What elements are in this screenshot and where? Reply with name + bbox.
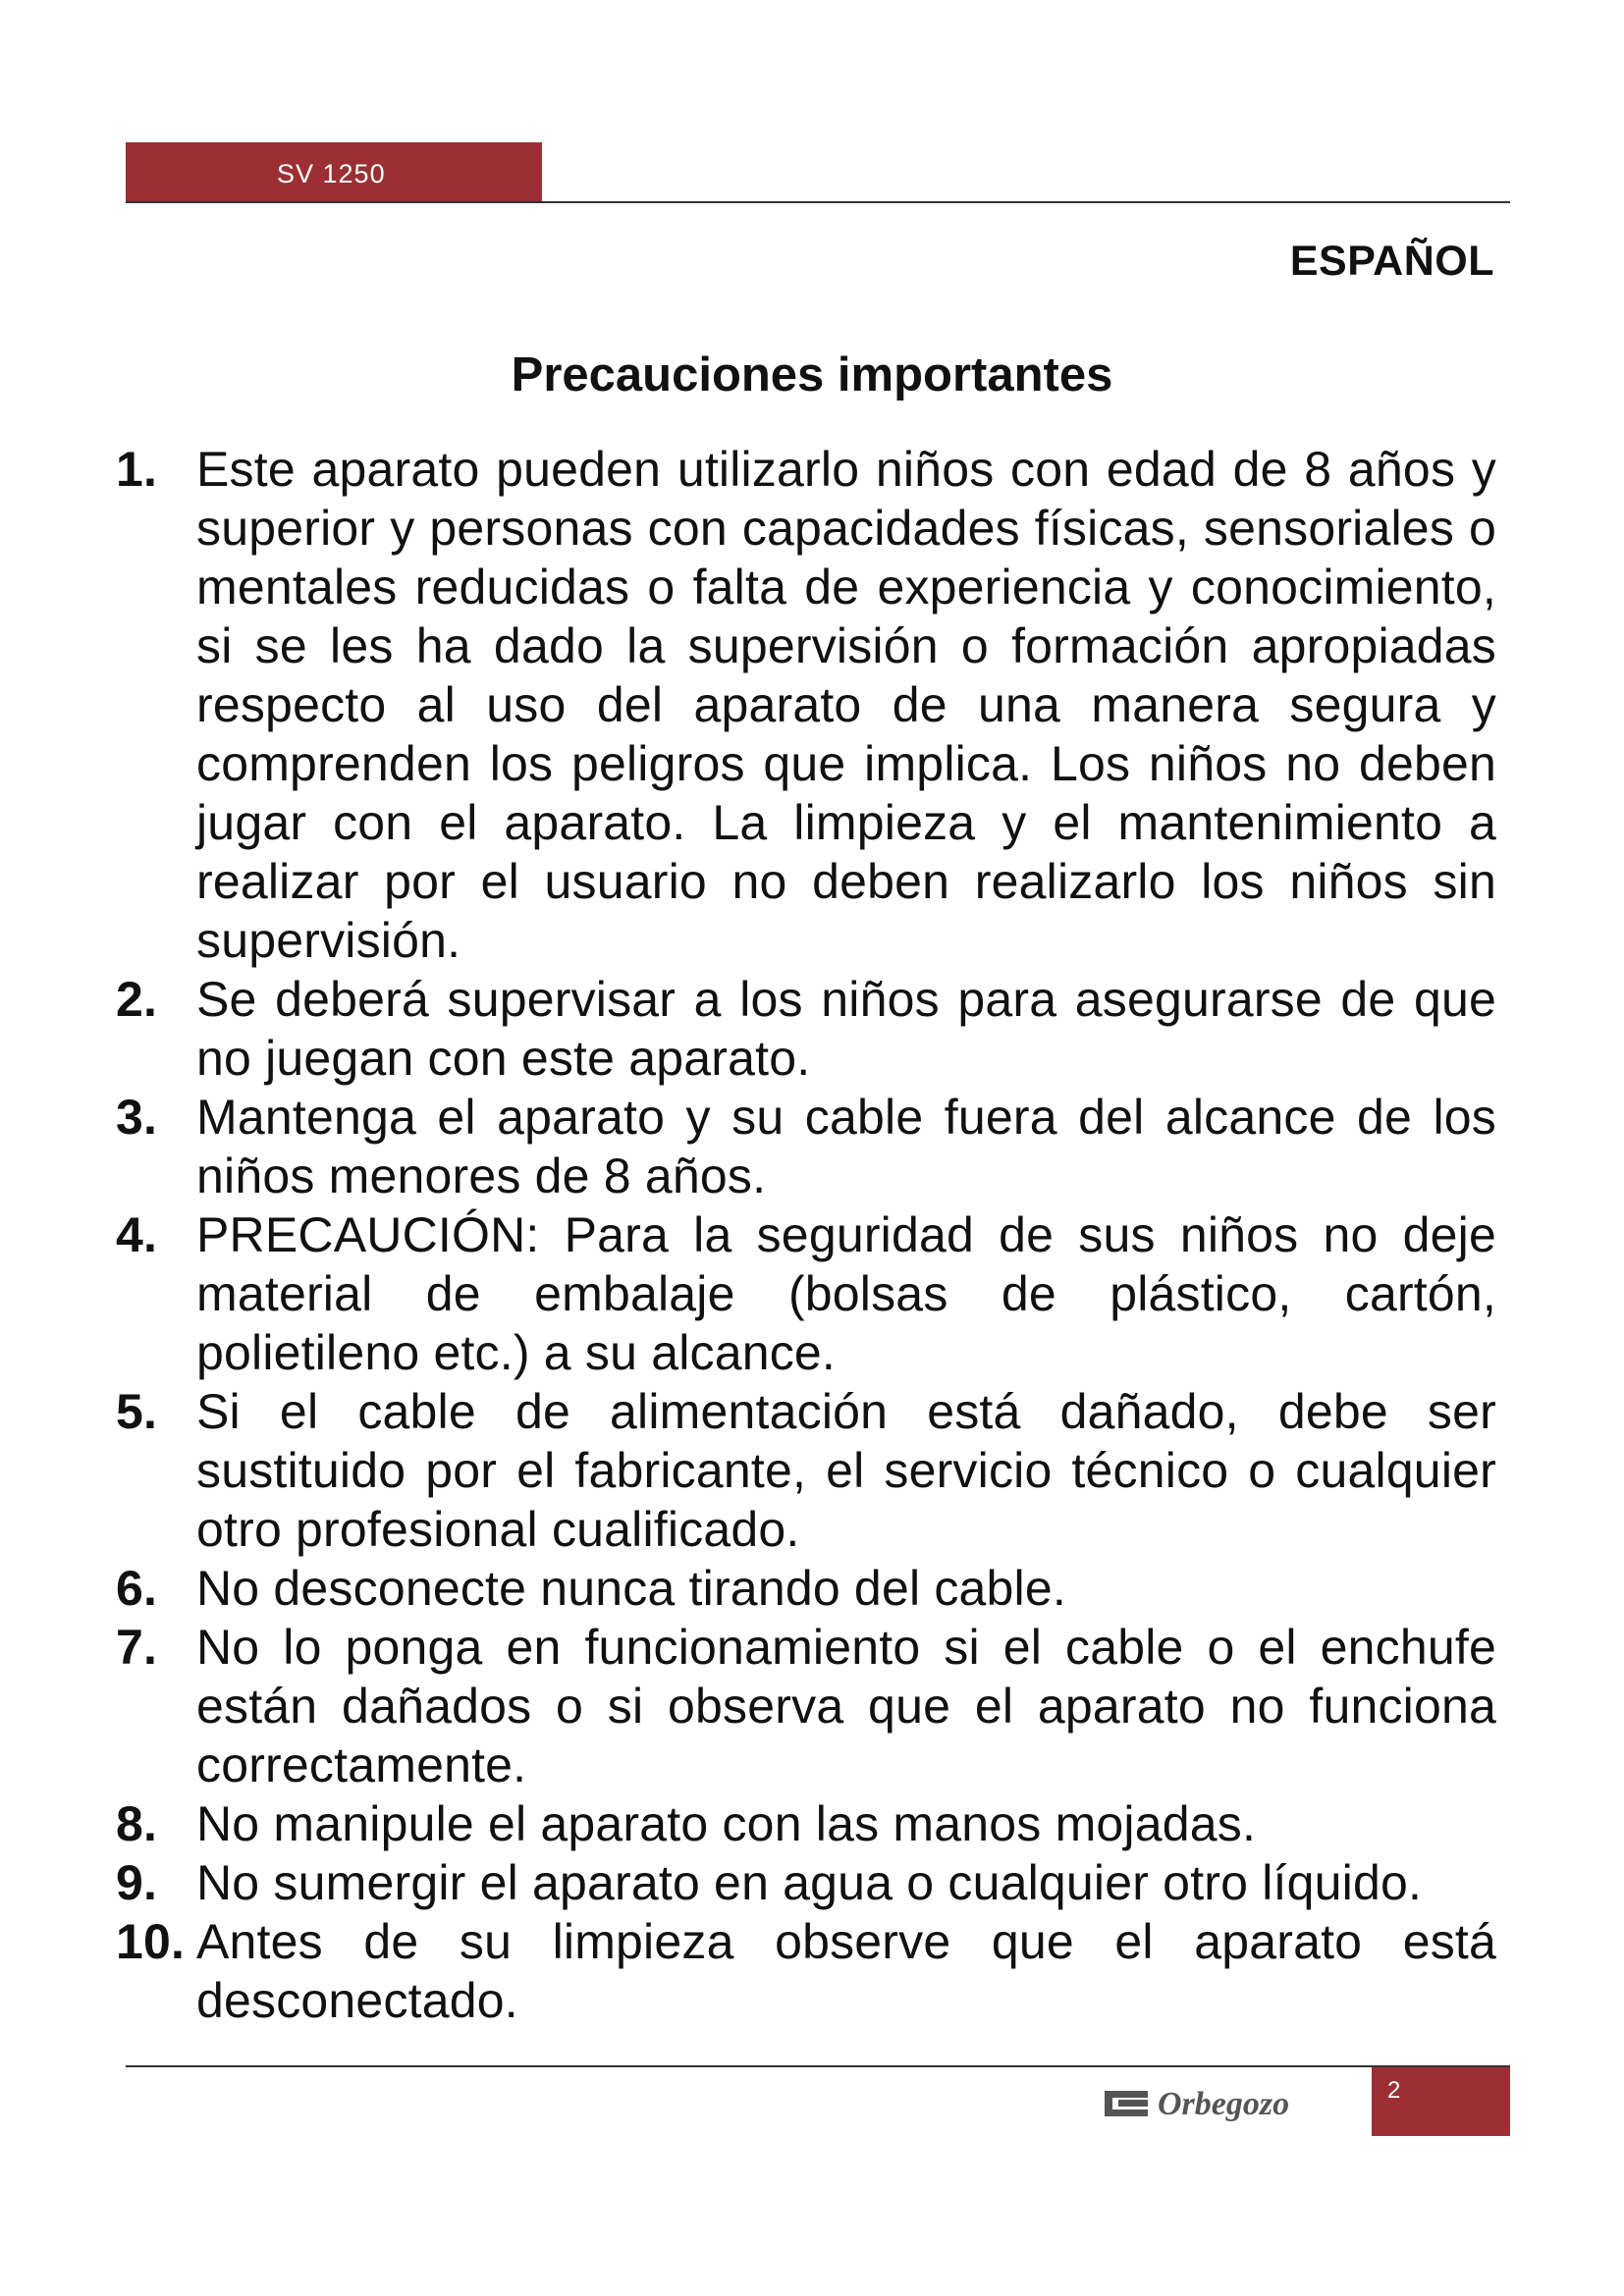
list-item (116, 1382, 1496, 1559)
list-item (116, 1559, 1496, 1618)
list-item (116, 1205, 1496, 1382)
brand-logo (1105, 2079, 1360, 2122)
item-number: 10. (116, 1914, 186, 1969)
language-label: ESPAÑOL (1289, 238, 1494, 285)
item-text: PRECAUCIÓN: Para la seguridad de sus niños no deje material de embalaje (bolsas de plástico, cartón, polietileno etc.) a su alcance. (196, 1207, 1496, 1380)
list-item (116, 1088, 1496, 1205)
precautions-list (116, 440, 1496, 2030)
item-number: 4. (116, 1207, 158, 1262)
item-number: 8. (116, 1796, 158, 1851)
brand-logo-wordmark: Orbegozo (1158, 2086, 1290, 2122)
item-number: 6. (116, 1561, 158, 1616)
item-text: Antes de su limpieza observe que el aparato está desconectado. (196, 1914, 1496, 2028)
item-text: Este aparato pueden utilizarlo niños con edad de 8 años y superior y personas con capacidades físicas, sensoriales o mentales reducidas o falta de experiencia y conocimiento, si se les ha dado la supervisión o formación apropiadas respecto al uso del aparato de una manera segura y comprenden los peligros que implica. Los niños no deben jugar con el aparato. La limpieza y el mantenimiento a realizar por el usuario no deben realizarlo los niños sin supervisión. (196, 442, 1496, 968)
header-model-tab (126, 142, 542, 201)
page-number-box (1372, 2067, 1510, 2136)
list-item (116, 1853, 1496, 1912)
list-item (116, 970, 1496, 1088)
item-text: Mantenga el aparato y su cable fuera del alcance de los niños menores de 8 años. (196, 1090, 1496, 1203)
item-text: No sumergir el aparato en agua o cualquier otro líquido. (196, 1855, 1423, 1910)
item-text: Se deberá supervisar a los niños para asegurarse de que no juegan con este aparato. (196, 972, 1496, 1086)
list-item (116, 440, 1496, 970)
item-number: 5. (116, 1384, 158, 1439)
item-number: 7. (116, 1620, 158, 1675)
list-item (116, 1618, 1496, 1794)
item-number: 2. (116, 972, 158, 1027)
list-item (116, 1794, 1496, 1853)
item-number: 9. (116, 1855, 158, 1910)
list-item (116, 1912, 1496, 2030)
item-number: 3. (116, 1090, 158, 1145)
item-number: 1. (116, 442, 158, 497)
header-divider (126, 201, 1510, 203)
model-label: SV 1250 (277, 159, 386, 188)
item-text: No manipule el aparato con las manos mojadas. (196, 1796, 1257, 1851)
footer-divider (126, 2065, 1510, 2067)
item-text: Si el cable de alimentación está dañado, debe ser sustituido por el fabricante, el servicio técnico o cualquier otro profesional cualificado. (196, 1384, 1496, 1557)
item-text: No lo ponga en funcionamiento si el cable o el enchufe están dañados o si observa que el aparato no funciona correctamente. (196, 1620, 1496, 1792)
page-title: Precauciones importantes (511, 348, 1113, 401)
item-text: No desconecte nunca tirando del cable. (196, 1561, 1066, 1616)
page-number: 2 (1387, 2077, 1401, 2104)
